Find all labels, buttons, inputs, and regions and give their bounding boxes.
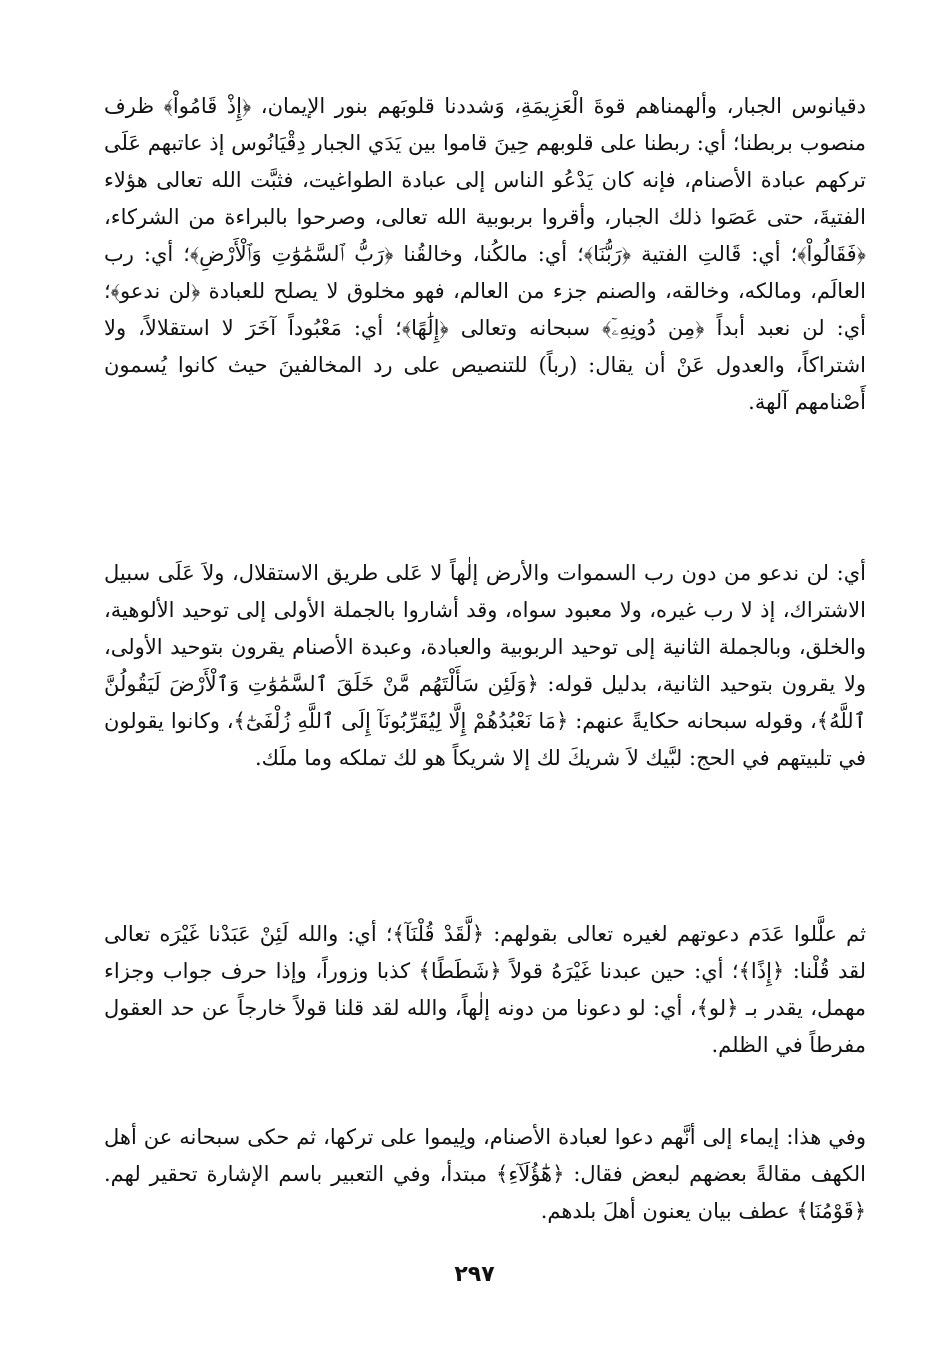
- paragraph-text: وفي هذا: إيماء إلى أنَّهم دعوا لعبادة الأصنام، ولِيموا على تركها، ثم حكى سبحانه عن أهل الكهف مقالةً بعضهم لبعض فقال: ﴿هَٰٓؤُلَآءِ﴾ مبتدأ، وفي التعبير باسم الإشارة تحقير لهم. ﴿قَوْمُنَا﴾ عطف بيان يعنون أهلَ بلدهم.: [104, 1125, 866, 1223]
- paragraph-1: [104, 88, 866, 421]
- paragraph-text: ثم علَّلوا عَدَم دعوتهم لغيره تعالى بقولهم: ﴿لَّقَدْ قُلْنَآ﴾؛ أي: والله لَئِنْ عَبَدْنا غَيْرَه تعالى لقد قُلْنا: ﴿إِذًا﴾؛ أي: حين عبدنا غَيْرَهُ قولاً ﴿شَطَطًا﴾ كذبا وزوراً، وإذا حرف جواب وجزاء مهمل، يقدر بـ ﴿لو﴾، أي: لو دعونا من دونه إلٰهاً، والله لقد قلنا قولاً خارجاً عن حد العقول مفرطاً في الظلم.: [104, 922, 866, 1057]
- page-number: ٢٩٧: [454, 1262, 495, 1287]
- paragraph-3: [104, 916, 866, 1064]
- paragraph-text: أي: لن ندعو من دون رب السموات والأرض إلٰهاً لا عَلى طريق الاستقلال، ولاَ عَلَى سبيل الاشتراك، إذ لا رب غيره، ولا معبود سواه، وقد أشاروا بالجملة الأولى إلى توحيد الألوهية، والخلق، وبالجملة الثانية إلى توحيد الربوبية والعبادة، وعبدة الأصنام يقرون بتوحيد الأولى، ولا يقرون بتوحيد الثانية، بدليل قوله: ﴿وَلَئِن سَأَلْتَهُم مَّنْ خَلَقَ ٱلسَّمَٰوَٰتِ وَٱلْأَرْضَ لَيَقُولُنَّ ٱللَّهُ﴾، وقوله سبحانه حكايةً عنهم: ﴿مَا نَعْبُدُهُمْ إِلَّا لِيُقَرِّبُونَآ إِلَى ٱللَّهِ زُلْفَىٰٓ﴾، وكانوا يقولون في تلبيتهم في الحج: لبَّيك لاَ شريكَ لك إلا شريكاً هو لك تملكه وما ملَك.: [104, 561, 867, 770]
- paragraph-4: [104, 1119, 866, 1230]
- paragraph-text: دقيانوس الجبار، وألهمناهم قوةَ الْعَزِيمَةِ، وَشددنا قلوبَهم بنور الإيمان، ﴿إِذْ قَامُواْ﴾ ظرف منصوب بربطنا؛ أي: ربطنا على قلوبهم حِينَ قاموا بين يَدَي الجبار دِقْيَانُوس إذ عاتبهم عَلَى تركهم عبادة الأصنام، فإنه كان يَدْعُو الناس إلى عبادة الطواغيت، فثبَّت الله تعالى هؤلاء الفتيةَ، حتى عَصَوا ذلك الجبار، وأقروا بربوبية الله تعالى، وصرحوا بالبراءة من الشركاء، ﴿فَقَالُواْ﴾؛ أي: قَالتِ الفتية ﴿رَبُّنَا﴾؛ أي: مالكُنا، وخالقُنا ﴿رَبُّ ٱلسَّمَٰوَٰتِ وَٱلْأَرْضِ﴾؛ أي: رب العالَم، ومالكه، وخالقه، والصنم جزء من العالم، فهو مخلوق لا يصلح للعبادة ﴿لن ندعو﴾؛ أي: لن نعبد أبداً ﴿مِن دُونِهِۦٓ﴾ سبحانه وتعالى ﴿إِلَٰهًا﴾؛ أي: مَعْبُوداً آخَرَ لا استقلالاً، ولا اشتراكاً، والعدول عَنْ أن يقال: (رباً) للتنصيص على رد المخالفينَ حيث كانوا يُسمون أَصْنامهم آلهة.: [104, 94, 866, 414]
- paragraph-2: [104, 555, 866, 777]
